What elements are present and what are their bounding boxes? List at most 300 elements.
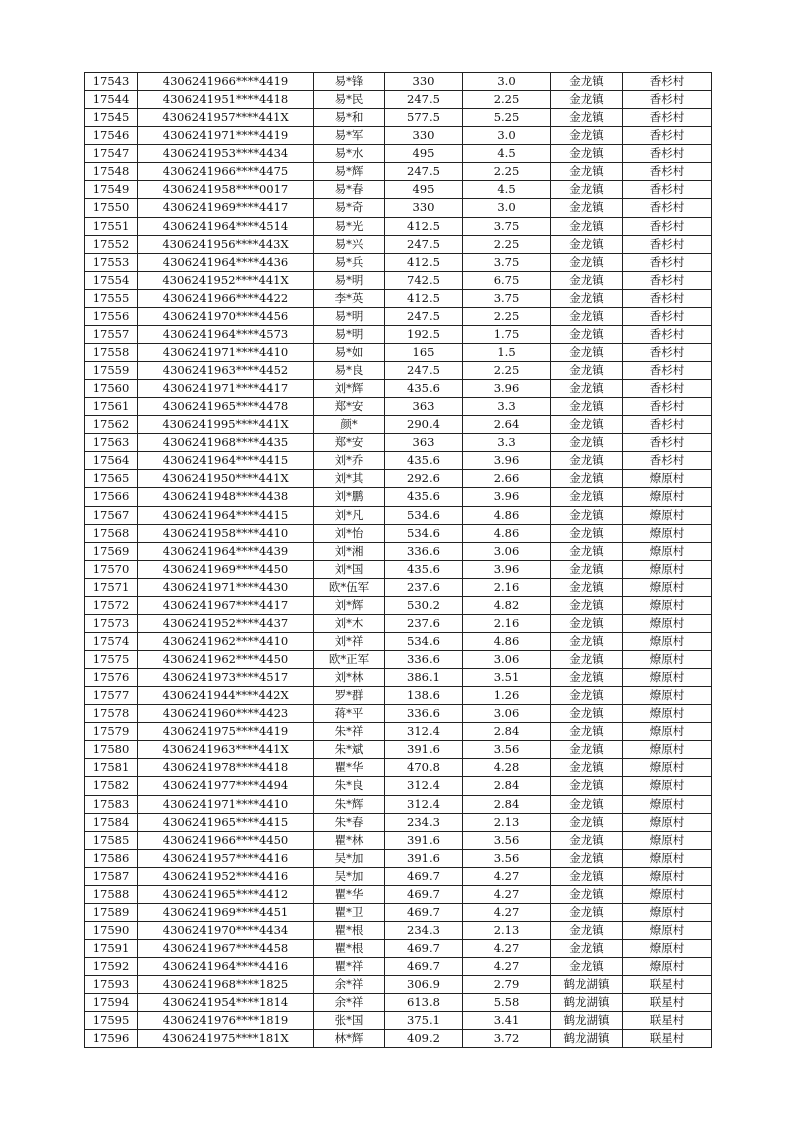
village-cell: 香杉村 bbox=[623, 398, 712, 416]
village-cell: 联星村 bbox=[623, 976, 712, 994]
area-cell: 3.96 bbox=[463, 380, 551, 398]
name-cell: 易*辉 bbox=[314, 163, 385, 181]
amount-cell: 336.6 bbox=[385, 542, 463, 560]
area-cell: 3.0 bbox=[463, 127, 551, 145]
amount-cell: 138.6 bbox=[385, 687, 463, 705]
name-cell: 易*春 bbox=[314, 181, 385, 199]
amount-cell: 363 bbox=[385, 434, 463, 452]
table-row bbox=[85, 380, 712, 398]
table-row bbox=[85, 687, 712, 705]
town-cell: 金龙镇 bbox=[551, 777, 623, 795]
village-cell: 香杉村 bbox=[623, 235, 712, 253]
table-row bbox=[85, 199, 712, 217]
town-cell: 金龙镇 bbox=[551, 885, 623, 903]
name-cell: 郑*安 bbox=[314, 434, 385, 452]
id-number-cell: 4306241952****4416 bbox=[138, 867, 314, 885]
area-cell: 1.5 bbox=[463, 343, 551, 361]
area-cell: 2.13 bbox=[463, 813, 551, 831]
id-number-cell: 4306241975****181X bbox=[138, 1030, 314, 1048]
id-number-cell: 4306241952****441X bbox=[138, 271, 314, 289]
table-row bbox=[85, 362, 712, 380]
name-cell: 瞿*卫 bbox=[314, 903, 385, 921]
name-cell: 易*兵 bbox=[314, 253, 385, 271]
village-cell: 香杉村 bbox=[623, 307, 712, 325]
id-number-cell: 4306241962****4410 bbox=[138, 632, 314, 650]
town-cell: 金龙镇 bbox=[551, 849, 623, 867]
serial-number-cell: 17546 bbox=[85, 127, 138, 145]
amount-cell: 470.8 bbox=[385, 759, 463, 777]
name-cell: 颜* bbox=[314, 416, 385, 434]
village-cell: 燎原村 bbox=[623, 687, 712, 705]
amount-cell: 247.5 bbox=[385, 362, 463, 380]
table-row bbox=[85, 759, 712, 777]
table-row bbox=[85, 398, 712, 416]
id-number-cell: 4306241957****4416 bbox=[138, 849, 314, 867]
town-cell: 金龙镇 bbox=[551, 325, 623, 343]
amount-cell: 386.1 bbox=[385, 669, 463, 687]
area-cell: 4.27 bbox=[463, 903, 551, 921]
name-cell: 刘*其 bbox=[314, 470, 385, 488]
village-cell: 香杉村 bbox=[623, 380, 712, 398]
town-cell: 金龙镇 bbox=[551, 578, 623, 596]
id-number-cell: 4306241971****4430 bbox=[138, 578, 314, 596]
name-cell: 易*水 bbox=[314, 145, 385, 163]
town-cell: 金龙镇 bbox=[551, 867, 623, 885]
area-cell: 1.26 bbox=[463, 687, 551, 705]
name-cell: 蒋*平 bbox=[314, 705, 385, 723]
name-cell: 瞿*林 bbox=[314, 831, 385, 849]
town-cell: 金龙镇 bbox=[551, 813, 623, 831]
records-table-body bbox=[85, 73, 712, 1048]
area-cell: 2.16 bbox=[463, 614, 551, 632]
table-row bbox=[85, 795, 712, 813]
id-number-cell: 4306241964****4436 bbox=[138, 253, 314, 271]
village-cell: 燎原村 bbox=[623, 705, 712, 723]
table-row bbox=[85, 741, 712, 759]
amount-cell: 234.3 bbox=[385, 813, 463, 831]
id-number-cell: 4306241995****441X bbox=[138, 416, 314, 434]
id-number-cell: 4306241967****4458 bbox=[138, 940, 314, 958]
area-cell: 3.0 bbox=[463, 73, 551, 91]
table-row bbox=[85, 73, 712, 91]
amount-cell: 391.6 bbox=[385, 849, 463, 867]
serial-number-cell: 17559 bbox=[85, 362, 138, 380]
id-number-cell: 4306241971****4419 bbox=[138, 127, 314, 145]
name-cell: 瞿*根 bbox=[314, 940, 385, 958]
id-number-cell: 4306241953****4434 bbox=[138, 145, 314, 163]
area-cell: 3.41 bbox=[463, 1012, 551, 1030]
table-row bbox=[85, 705, 712, 723]
village-cell: 香杉村 bbox=[623, 145, 712, 163]
id-number-cell: 4306241957****441X bbox=[138, 109, 314, 127]
village-cell: 香杉村 bbox=[623, 271, 712, 289]
village-cell: 燎原村 bbox=[623, 524, 712, 542]
town-cell: 金龙镇 bbox=[551, 253, 623, 271]
serial-number-cell: 17590 bbox=[85, 921, 138, 939]
serial-number-cell: 17582 bbox=[85, 777, 138, 795]
id-number-cell: 4306241950****441X bbox=[138, 470, 314, 488]
area-cell: 3.3 bbox=[463, 434, 551, 452]
area-cell: 2.25 bbox=[463, 307, 551, 325]
name-cell: 朱*斌 bbox=[314, 741, 385, 759]
village-cell: 燎原村 bbox=[623, 777, 712, 795]
amount-cell: 469.7 bbox=[385, 940, 463, 958]
serial-number-cell: 17573 bbox=[85, 614, 138, 632]
village-cell: 燎原村 bbox=[623, 813, 712, 831]
id-number-cell: 4306241966****4475 bbox=[138, 163, 314, 181]
id-number-cell: 4306241964****4514 bbox=[138, 217, 314, 235]
village-cell: 香杉村 bbox=[623, 73, 712, 91]
village-cell: 燎原村 bbox=[623, 921, 712, 939]
id-number-cell: 4306241962****4450 bbox=[138, 651, 314, 669]
name-cell: 刘*湘 bbox=[314, 542, 385, 560]
town-cell: 金龙镇 bbox=[551, 921, 623, 939]
id-number-cell: 4306241966****4450 bbox=[138, 831, 314, 849]
id-number-cell: 4306241965****4412 bbox=[138, 885, 314, 903]
id-number-cell: 4306241978****4418 bbox=[138, 759, 314, 777]
amount-cell: 292.6 bbox=[385, 470, 463, 488]
serial-number-cell: 17560 bbox=[85, 380, 138, 398]
town-cell: 金龙镇 bbox=[551, 903, 623, 921]
table-row bbox=[85, 723, 712, 741]
name-cell: 易*如 bbox=[314, 343, 385, 361]
table-row bbox=[85, 524, 712, 542]
area-cell: 4.5 bbox=[463, 145, 551, 163]
table-row bbox=[85, 1030, 712, 1048]
town-cell: 金龙镇 bbox=[551, 524, 623, 542]
town-cell: 金龙镇 bbox=[551, 651, 623, 669]
town-cell: 金龙镇 bbox=[551, 759, 623, 777]
town-cell: 金龙镇 bbox=[551, 145, 623, 163]
table-row bbox=[85, 777, 712, 795]
name-cell: 易*锋 bbox=[314, 73, 385, 91]
amount-cell: 234.3 bbox=[385, 921, 463, 939]
town-cell: 金龙镇 bbox=[551, 271, 623, 289]
serial-number-cell: 17553 bbox=[85, 253, 138, 271]
town-cell: 金龙镇 bbox=[551, 91, 623, 109]
village-cell: 香杉村 bbox=[623, 343, 712, 361]
village-cell: 燎原村 bbox=[623, 488, 712, 506]
serial-number-cell: 17565 bbox=[85, 470, 138, 488]
name-cell: 刘*祥 bbox=[314, 632, 385, 650]
town-cell: 金龙镇 bbox=[551, 362, 623, 380]
table-row bbox=[85, 91, 712, 109]
name-cell: 易*明 bbox=[314, 271, 385, 289]
town-cell: 金龙镇 bbox=[551, 705, 623, 723]
village-cell: 香杉村 bbox=[623, 416, 712, 434]
id-number-cell: 4306241964****4415 bbox=[138, 506, 314, 524]
area-cell: 4.27 bbox=[463, 958, 551, 976]
table-row bbox=[85, 651, 712, 669]
name-cell: 刘*乔 bbox=[314, 452, 385, 470]
village-cell: 联星村 bbox=[623, 1030, 712, 1048]
name-cell: 张*国 bbox=[314, 1012, 385, 1030]
amount-cell: 290.4 bbox=[385, 416, 463, 434]
area-cell: 4.28 bbox=[463, 759, 551, 777]
area-cell: 4.82 bbox=[463, 596, 551, 614]
village-cell: 香杉村 bbox=[623, 181, 712, 199]
table-row bbox=[85, 560, 712, 578]
amount-cell: 330 bbox=[385, 127, 463, 145]
id-number-cell: 4306241971****4410 bbox=[138, 795, 314, 813]
amount-cell: 312.4 bbox=[385, 777, 463, 795]
id-number-cell: 4306241948****4438 bbox=[138, 488, 314, 506]
name-cell: 罗*群 bbox=[314, 687, 385, 705]
table-row bbox=[85, 867, 712, 885]
area-cell: 3.06 bbox=[463, 542, 551, 560]
name-cell: 易*兴 bbox=[314, 235, 385, 253]
amount-cell: 613.8 bbox=[385, 994, 463, 1012]
table-row bbox=[85, 325, 712, 343]
amount-cell: 469.7 bbox=[385, 885, 463, 903]
serial-number-cell: 17592 bbox=[85, 958, 138, 976]
village-cell: 香杉村 bbox=[623, 217, 712, 235]
serial-number-cell: 17585 bbox=[85, 831, 138, 849]
name-cell: 朱*辉 bbox=[314, 795, 385, 813]
amount-cell: 495 bbox=[385, 181, 463, 199]
village-cell: 燎原村 bbox=[623, 759, 712, 777]
name-cell: 刘*木 bbox=[314, 614, 385, 632]
amount-cell: 391.6 bbox=[385, 741, 463, 759]
village-cell: 香杉村 bbox=[623, 452, 712, 470]
table-row bbox=[85, 253, 712, 271]
village-cell: 燎原村 bbox=[623, 903, 712, 921]
town-cell: 金龙镇 bbox=[551, 127, 623, 145]
area-cell: 1.75 bbox=[463, 325, 551, 343]
table-row bbox=[85, 289, 712, 307]
town-cell: 鹤龙湖镇 bbox=[551, 1012, 623, 1030]
serial-number-cell: 17544 bbox=[85, 91, 138, 109]
area-cell: 3.3 bbox=[463, 398, 551, 416]
village-cell: 燎原村 bbox=[623, 596, 712, 614]
name-cell: 易*光 bbox=[314, 217, 385, 235]
village-cell: 燎原村 bbox=[623, 470, 712, 488]
serial-number-cell: 17581 bbox=[85, 759, 138, 777]
name-cell: 易*民 bbox=[314, 91, 385, 109]
id-number-cell: 4306241963****441X bbox=[138, 741, 314, 759]
town-cell: 金龙镇 bbox=[551, 831, 623, 849]
table-row bbox=[85, 452, 712, 470]
table-row bbox=[85, 849, 712, 867]
serial-number-cell: 17570 bbox=[85, 560, 138, 578]
table-row bbox=[85, 217, 712, 235]
town-cell: 鹤龙湖镇 bbox=[551, 1030, 623, 1048]
village-cell: 香杉村 bbox=[623, 163, 712, 181]
name-cell: 易*军 bbox=[314, 127, 385, 145]
town-cell: 金龙镇 bbox=[551, 452, 623, 470]
serial-number-cell: 17547 bbox=[85, 145, 138, 163]
village-cell: 香杉村 bbox=[623, 253, 712, 271]
town-cell: 金龙镇 bbox=[551, 73, 623, 91]
table-row bbox=[85, 1012, 712, 1030]
town-cell: 金龙镇 bbox=[551, 307, 623, 325]
amount-cell: 237.6 bbox=[385, 614, 463, 632]
id-number-cell: 4306241964****4573 bbox=[138, 325, 314, 343]
name-cell: 朱*祥 bbox=[314, 723, 385, 741]
town-cell: 金龙镇 bbox=[551, 235, 623, 253]
town-cell: 金龙镇 bbox=[551, 687, 623, 705]
area-cell: 3.96 bbox=[463, 452, 551, 470]
area-cell: 4.5 bbox=[463, 181, 551, 199]
village-cell: 香杉村 bbox=[623, 362, 712, 380]
amount-cell: 312.4 bbox=[385, 723, 463, 741]
village-cell: 香杉村 bbox=[623, 325, 712, 343]
area-cell: 2.25 bbox=[463, 235, 551, 253]
amount-cell: 330 bbox=[385, 199, 463, 217]
town-cell: 鹤龙湖镇 bbox=[551, 976, 623, 994]
area-cell: 5.25 bbox=[463, 109, 551, 127]
table-row bbox=[85, 958, 712, 976]
name-cell: 李*英 bbox=[314, 289, 385, 307]
id-number-cell: 4306241971****4410 bbox=[138, 343, 314, 361]
serial-number-cell: 17554 bbox=[85, 271, 138, 289]
id-number-cell: 4306241971****4417 bbox=[138, 380, 314, 398]
name-cell: 欧*伍军 bbox=[314, 578, 385, 596]
table-row bbox=[85, 994, 712, 1012]
town-cell: 金龙镇 bbox=[551, 434, 623, 452]
village-cell: 香杉村 bbox=[623, 127, 712, 145]
id-number-cell: 4306241964****4416 bbox=[138, 958, 314, 976]
village-cell: 燎原村 bbox=[623, 578, 712, 596]
village-cell: 香杉村 bbox=[623, 434, 712, 452]
area-cell: 3.56 bbox=[463, 849, 551, 867]
village-cell: 香杉村 bbox=[623, 199, 712, 217]
id-number-cell: 4306241960****4423 bbox=[138, 705, 314, 723]
area-cell: 2.66 bbox=[463, 470, 551, 488]
amount-cell: 534.6 bbox=[385, 506, 463, 524]
town-cell: 金龙镇 bbox=[551, 669, 623, 687]
town-cell: 金龙镇 bbox=[551, 199, 623, 217]
serial-number-cell: 17595 bbox=[85, 1012, 138, 1030]
serial-number-cell: 17589 bbox=[85, 903, 138, 921]
area-cell: 2.16 bbox=[463, 578, 551, 596]
town-cell: 金龙镇 bbox=[551, 181, 623, 199]
town-cell: 金龙镇 bbox=[551, 109, 623, 127]
area-cell: 3.75 bbox=[463, 253, 551, 271]
amount-cell: 412.5 bbox=[385, 253, 463, 271]
village-cell: 燎原村 bbox=[623, 614, 712, 632]
area-cell: 2.25 bbox=[463, 362, 551, 380]
serial-number-cell: 17556 bbox=[85, 307, 138, 325]
id-number-cell: 4306241964****4439 bbox=[138, 542, 314, 560]
table-row bbox=[85, 307, 712, 325]
amount-cell: 247.5 bbox=[385, 91, 463, 109]
area-cell: 4.86 bbox=[463, 506, 551, 524]
name-cell: 欧*正军 bbox=[314, 651, 385, 669]
village-cell: 燎原村 bbox=[623, 795, 712, 813]
table-row bbox=[85, 976, 712, 994]
area-cell: 3.96 bbox=[463, 488, 551, 506]
serial-number-cell: 17574 bbox=[85, 632, 138, 650]
area-cell: 4.27 bbox=[463, 867, 551, 885]
amount-cell: 412.5 bbox=[385, 217, 463, 235]
area-cell: 2.84 bbox=[463, 777, 551, 795]
area-cell: 2.84 bbox=[463, 795, 551, 813]
serial-number-cell: 17584 bbox=[85, 813, 138, 831]
area-cell: 3.75 bbox=[463, 289, 551, 307]
name-cell: 余*祥 bbox=[314, 976, 385, 994]
name-cell: 刘*辉 bbox=[314, 596, 385, 614]
table-row bbox=[85, 940, 712, 958]
amount-cell: 409.2 bbox=[385, 1030, 463, 1048]
area-cell: 3.0 bbox=[463, 199, 551, 217]
id-number-cell: 4306241951****4418 bbox=[138, 91, 314, 109]
amount-cell: 312.4 bbox=[385, 795, 463, 813]
village-cell: 燎原村 bbox=[623, 632, 712, 650]
serial-number-cell: 17566 bbox=[85, 488, 138, 506]
records-table bbox=[84, 72, 712, 1048]
serial-number-cell: 17552 bbox=[85, 235, 138, 253]
town-cell: 金龙镇 bbox=[551, 596, 623, 614]
town-cell: 金龙镇 bbox=[551, 488, 623, 506]
table-row bbox=[85, 885, 712, 903]
table-row bbox=[85, 109, 712, 127]
town-cell: 金龙镇 bbox=[551, 741, 623, 759]
area-cell: 3.56 bbox=[463, 741, 551, 759]
amount-cell: 391.6 bbox=[385, 831, 463, 849]
amount-cell: 336.6 bbox=[385, 651, 463, 669]
name-cell: 吴*加 bbox=[314, 867, 385, 885]
village-cell: 燎原村 bbox=[623, 885, 712, 903]
id-number-cell: 4306241975****4419 bbox=[138, 723, 314, 741]
name-cell: 刘*凡 bbox=[314, 506, 385, 524]
id-number-cell: 4306241977****4494 bbox=[138, 777, 314, 795]
area-cell: 3.75 bbox=[463, 217, 551, 235]
amount-cell: 247.5 bbox=[385, 235, 463, 253]
table-row bbox=[85, 181, 712, 199]
serial-number-cell: 17579 bbox=[85, 723, 138, 741]
area-cell: 2.13 bbox=[463, 921, 551, 939]
table-row bbox=[85, 127, 712, 145]
town-cell: 金龙镇 bbox=[551, 470, 623, 488]
amount-cell: 330 bbox=[385, 73, 463, 91]
table-row bbox=[85, 921, 712, 939]
area-cell: 4.86 bbox=[463, 632, 551, 650]
amount-cell: 165 bbox=[385, 343, 463, 361]
id-number-cell: 4306241964****4415 bbox=[138, 452, 314, 470]
table-row bbox=[85, 416, 712, 434]
amount-cell: 534.6 bbox=[385, 524, 463, 542]
area-cell: 3.56 bbox=[463, 831, 551, 849]
name-cell: 朱*春 bbox=[314, 813, 385, 831]
name-cell: 刘*林 bbox=[314, 669, 385, 687]
amount-cell: 495 bbox=[385, 145, 463, 163]
name-cell: 易*良 bbox=[314, 362, 385, 380]
amount-cell: 237.6 bbox=[385, 578, 463, 596]
id-number-cell: 4306241958****0017 bbox=[138, 181, 314, 199]
amount-cell: 469.7 bbox=[385, 867, 463, 885]
area-cell: 2.79 bbox=[463, 976, 551, 994]
table-row bbox=[85, 542, 712, 560]
serial-number-cell: 17562 bbox=[85, 416, 138, 434]
village-cell: 燎原村 bbox=[623, 669, 712, 687]
village-cell: 燎原村 bbox=[623, 651, 712, 669]
town-cell: 金龙镇 bbox=[551, 506, 623, 524]
table-row bbox=[85, 614, 712, 632]
village-cell: 燎原村 bbox=[623, 831, 712, 849]
table-row bbox=[85, 813, 712, 831]
town-cell: 金龙镇 bbox=[551, 380, 623, 398]
id-number-cell: 4306241963****4452 bbox=[138, 362, 314, 380]
name-cell: 瞿*华 bbox=[314, 885, 385, 903]
village-cell: 燎原村 bbox=[623, 741, 712, 759]
amount-cell: 435.6 bbox=[385, 380, 463, 398]
serial-number-cell: 17586 bbox=[85, 849, 138, 867]
amount-cell: 363 bbox=[385, 398, 463, 416]
serial-number-cell: 17550 bbox=[85, 199, 138, 217]
table-row bbox=[85, 271, 712, 289]
amount-cell: 435.6 bbox=[385, 488, 463, 506]
